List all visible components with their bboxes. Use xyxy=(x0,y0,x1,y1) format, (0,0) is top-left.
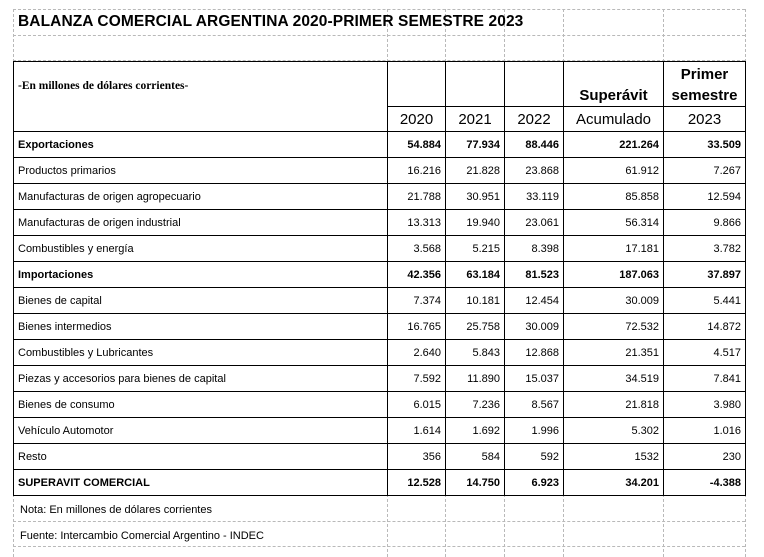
value-acumulado: 61.912 xyxy=(564,158,664,184)
value-semestre-2023: 1.016 xyxy=(664,418,746,444)
value-semestre-2023: 7.267 xyxy=(664,158,746,184)
value-2022: 6.923 xyxy=(505,470,564,496)
value-2022: 592 xyxy=(505,444,564,470)
value-acumulado: 21.818 xyxy=(564,392,664,418)
value-2021: 5.843 xyxy=(446,340,505,366)
row-label: Manufacturas de origen industrial xyxy=(14,210,388,236)
unit-label-cell xyxy=(14,62,388,132)
row-label: SUPERAVIT COMERCIAL xyxy=(14,470,388,496)
value-2022: 1.996 xyxy=(505,418,564,444)
value-2020: 7.374 xyxy=(388,288,446,314)
source-text: Fuente: Intercambio Comercial Argentino - INDEC xyxy=(20,530,264,542)
table-row xyxy=(14,288,746,314)
row-label: Importaciones xyxy=(14,262,388,288)
value-semestre-2023: 9.866 xyxy=(664,210,746,236)
trade-balance-table xyxy=(13,61,746,496)
value-acumulado: 30.009 xyxy=(564,288,664,314)
table-row xyxy=(14,184,746,210)
row-label: Piezas y accesorios para bienes de capital xyxy=(14,366,388,392)
value-2020: 7.592 xyxy=(388,366,446,392)
row-label: Manufacturas de origen agropecuario xyxy=(14,184,388,210)
value-acumulado: 34.519 xyxy=(564,366,664,392)
gridline xyxy=(13,9,745,10)
value-2021: 584 xyxy=(446,444,505,470)
value-acumulado: 5.302 xyxy=(564,418,664,444)
header-cell xyxy=(505,62,564,107)
value-2020: 1.614 xyxy=(388,418,446,444)
header-cell xyxy=(446,62,505,107)
value-2020: 54.884 xyxy=(388,132,446,158)
header-primer-line2: semestre xyxy=(671,87,738,104)
row-label: Exportaciones xyxy=(14,132,388,158)
value-acumulado: 21.351 xyxy=(564,340,664,366)
header-superavit-line2: Acumulado xyxy=(564,107,664,132)
note-text: Nota: En millones de dólares corrientes xyxy=(20,504,212,516)
value-2022: 8.398 xyxy=(505,236,564,262)
value-acumulado: 1532 xyxy=(564,444,664,470)
value-2020: 2.640 xyxy=(388,340,446,366)
value-2022: 15.037 xyxy=(505,366,564,392)
table-row xyxy=(14,314,746,340)
table-row xyxy=(14,262,746,288)
value-2022: 30.009 xyxy=(505,314,564,340)
row-label: Combustibles y Lubricantes xyxy=(14,340,388,366)
table-row xyxy=(14,210,746,236)
value-2022: 33.119 xyxy=(505,184,564,210)
header-2021: 2021 xyxy=(446,107,505,132)
gridline xyxy=(13,546,745,547)
row-label: Combustibles y energía xyxy=(14,236,388,262)
value-2021: 77.934 xyxy=(446,132,505,158)
value-2020: 21.788 xyxy=(388,184,446,210)
value-2021: 7.236 xyxy=(446,392,505,418)
table-row xyxy=(14,470,746,496)
value-2020: 12.528 xyxy=(388,470,446,496)
gridline xyxy=(13,35,745,36)
value-2021: 19.940 xyxy=(446,210,505,236)
value-2020: 6.015 xyxy=(388,392,446,418)
value-acumulado: 34.201 xyxy=(564,470,664,496)
value-2021: 14.750 xyxy=(446,470,505,496)
value-2020: 42.356 xyxy=(388,262,446,288)
value-2022: 81.523 xyxy=(505,262,564,288)
value-semestre-2023: -4.388 xyxy=(664,470,746,496)
value-2022: 12.868 xyxy=(505,340,564,366)
table-row xyxy=(14,366,746,392)
table-row xyxy=(14,392,746,418)
value-2022: 8.567 xyxy=(505,392,564,418)
value-2020: 13.313 xyxy=(388,210,446,236)
value-acumulado: 85.858 xyxy=(564,184,664,210)
table-row xyxy=(14,340,746,366)
value-acumulado: 17.181 xyxy=(564,236,664,262)
value-2020: 16.216 xyxy=(388,158,446,184)
value-2022: 88.446 xyxy=(505,132,564,158)
header-superavit-top xyxy=(564,62,664,107)
table-row xyxy=(14,444,746,470)
value-2021: 5.215 xyxy=(446,236,505,262)
header-row-top xyxy=(14,62,746,107)
row-label: Bienes de capital xyxy=(14,288,388,314)
value-2021: 11.890 xyxy=(446,366,505,392)
value-2020: 16.765 xyxy=(388,314,446,340)
row-label: Resto xyxy=(14,444,388,470)
value-acumulado: 187.063 xyxy=(564,262,664,288)
value-semestre-2023: 12.594 xyxy=(664,184,746,210)
row-label: Bienes intermedios xyxy=(14,314,388,340)
gridline xyxy=(13,521,745,522)
table-row xyxy=(14,158,746,184)
table-row xyxy=(14,132,746,158)
value-acumulado: 221.264 xyxy=(564,132,664,158)
value-semestre-2023: 5.441 xyxy=(664,288,746,314)
header-cell xyxy=(388,62,446,107)
header-primer-line1: Primer xyxy=(680,66,729,83)
sheet-title: BALANZA COMERCIAL ARGENTINA 2020-PRIMER SEMESTRE 2023 xyxy=(18,13,524,30)
value-2022: 23.061 xyxy=(505,210,564,236)
row-label: Vehículo Automotor xyxy=(14,418,388,444)
value-semestre-2023: 230 xyxy=(664,444,746,470)
value-2021: 25.758 xyxy=(446,314,505,340)
header-primer-line3: 2023 xyxy=(664,107,746,132)
header-2020: 2020 xyxy=(388,107,446,132)
value-2020: 3.568 xyxy=(388,236,446,262)
value-semestre-2023: 7.841 xyxy=(664,366,746,392)
value-acumulado: 72.532 xyxy=(564,314,664,340)
value-semestre-2023: 37.897 xyxy=(664,262,746,288)
value-2021: 30.951 xyxy=(446,184,505,210)
header-2022: 2022 xyxy=(505,107,564,132)
value-2021: 21.828 xyxy=(446,158,505,184)
value-2021: 63.184 xyxy=(446,262,505,288)
table-row xyxy=(14,418,746,444)
value-2020: 356 xyxy=(388,444,446,470)
unit-label: -En millones de dólares corrientes- xyxy=(18,80,189,92)
header-primer-top xyxy=(664,62,746,107)
value-semestre-2023: 4.517 xyxy=(664,340,746,366)
value-semestre-2023: 33.509 xyxy=(664,132,746,158)
value-2021: 10.181 xyxy=(446,288,505,314)
header-superavit-line1: Superávit xyxy=(579,87,648,104)
value-2022: 23.868 xyxy=(505,158,564,184)
value-semestre-2023: 3.782 xyxy=(664,236,746,262)
value-semestre-2023: 3.980 xyxy=(664,392,746,418)
value-2022: 12.454 xyxy=(505,288,564,314)
table-row xyxy=(14,236,746,262)
row-label: Productos primarios xyxy=(14,158,388,184)
value-semestre-2023: 14.872 xyxy=(664,314,746,340)
value-2021: 1.692 xyxy=(446,418,505,444)
row-label: Bienes de consumo xyxy=(14,392,388,418)
value-acumulado: 56.314 xyxy=(564,210,664,236)
